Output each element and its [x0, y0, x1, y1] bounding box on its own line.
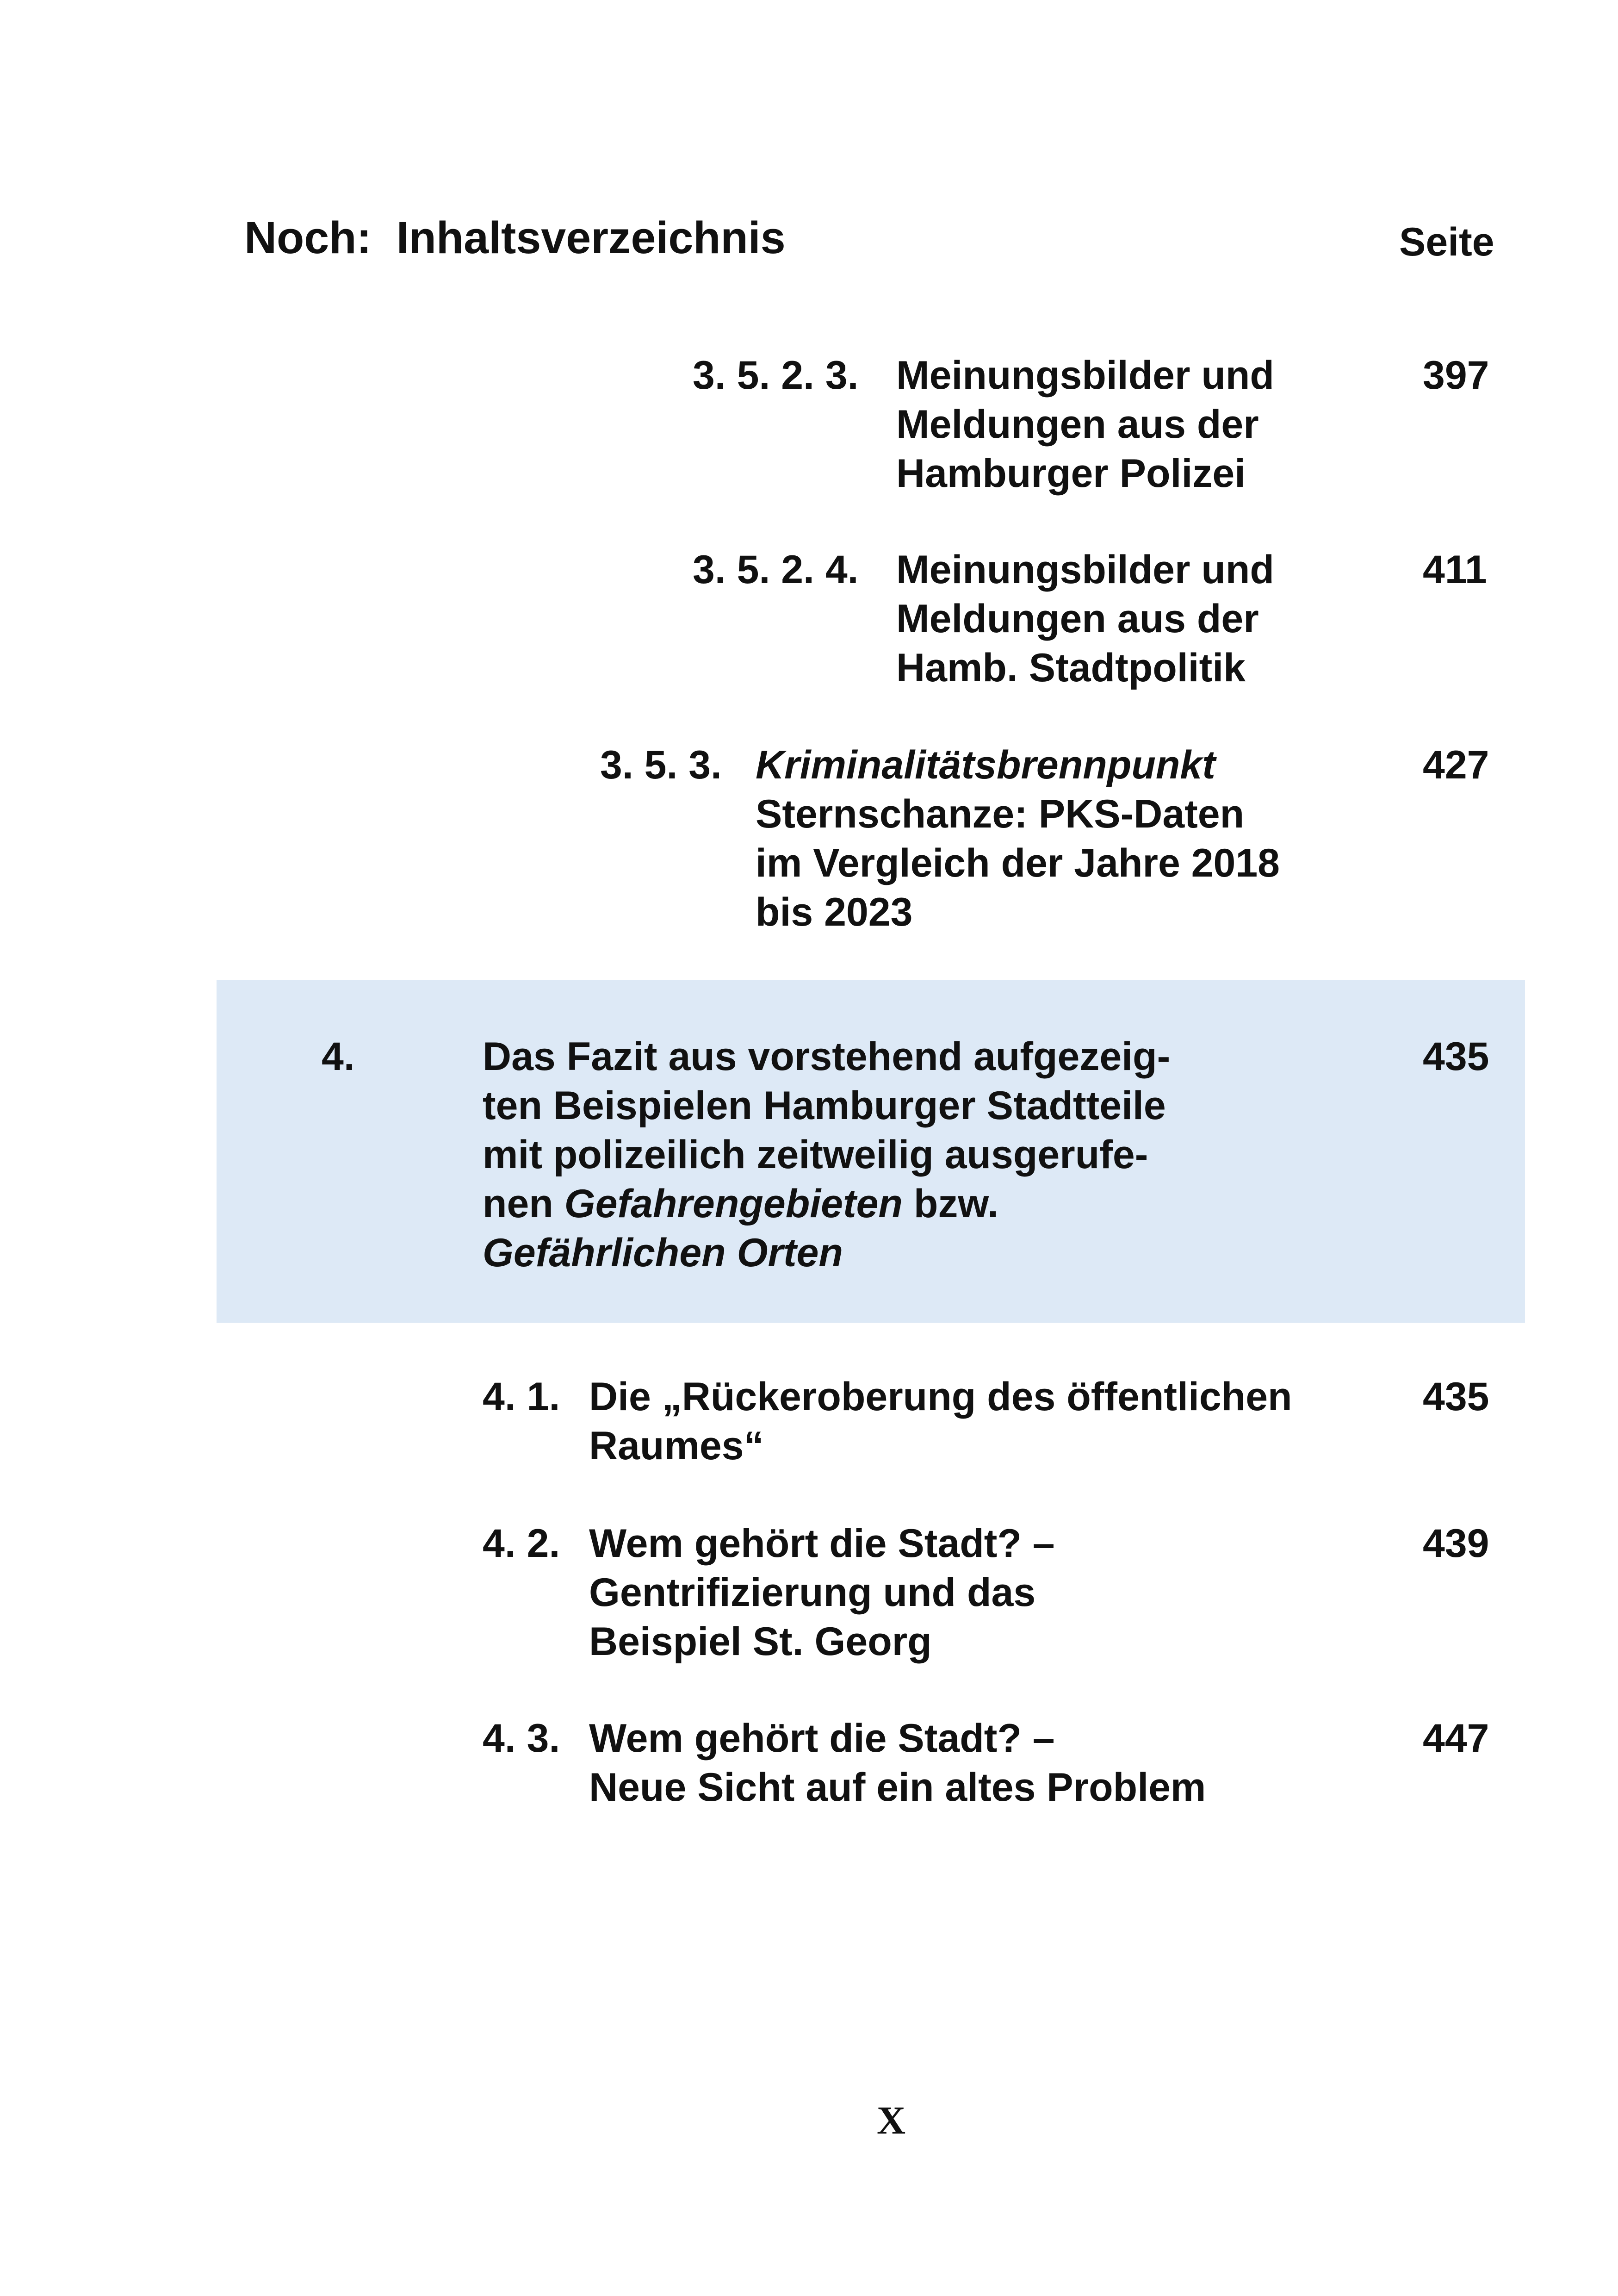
toc-entry-title-line: Wem gehört die Stadt? –	[589, 1716, 1055, 1761]
page-title: Noch: Inhaltsverzeichnis	[244, 212, 786, 263]
toc-entry-title	[589, 1372, 1292, 1470]
toc-entry-title-line: Das Fazit aus vorstehend aufgezeig-	[483, 1034, 1171, 1079]
toc-entry-title-line: Hamburger Polizei	[896, 451, 1246, 496]
toc-entry-number: 4. 3.	[483, 1716, 560, 1761]
toc-entry-title	[589, 1519, 1055, 1666]
toc-entry-title-line: Kriminalitätsbrennpunkt	[756, 743, 1215, 787]
toc-entry-page-number: 411	[1423, 548, 1487, 592]
toc-entry-title-line: bis 2023	[756, 890, 913, 934]
toc-entry-page-number: 435	[1423, 1375, 1489, 1419]
toc-entry-title-fragment: nen	[483, 1182, 564, 1226]
toc-entry-title-line: Sternschanze: PKS-Daten	[756, 792, 1245, 836]
toc-entry-page-number: 447	[1423, 1716, 1489, 1761]
toc-entry-page-number: 397	[1423, 353, 1489, 398]
toc-entry-number: 4. 1.	[483, 1375, 560, 1419]
toc-entry-page-number: 427	[1423, 743, 1489, 787]
toc-entry-title-line: Die „Rückeroberung des öffentlichen	[589, 1375, 1292, 1419]
toc-entry-title-fragment: bzw.	[902, 1182, 998, 1226]
toc-entry-title-line: Wem gehört die Stadt? –	[589, 1521, 1055, 1566]
toc-entry[interactable]	[0, 351, 1618, 504]
toc-entry-page-number: 435	[1423, 1034, 1489, 1079]
toc-entry[interactable]	[0, 1519, 1618, 1672]
toc-entry[interactable]	[0, 740, 1618, 940]
toc-entry-title-line: Neue Sicht auf ein altes Problem	[589, 1765, 1206, 1810]
toc-entry-title	[589, 1714, 1206, 1812]
toc-entry-title-line: Raumes“	[589, 1424, 764, 1468]
toc-entry-title	[756, 740, 1280, 937]
toc-entry-title-fragment-italic: Gefahrengebieten	[564, 1182, 903, 1226]
toc-entry-chapter[interactable]	[0, 1032, 1618, 1282]
toc-entry-title-line: Meldungen aus der	[896, 402, 1259, 447]
toc-entry-number: 3. 5. 3.	[600, 743, 722, 787]
toc-entry-title	[896, 351, 1274, 498]
toc-entry-number: 3. 5. 2. 4.	[693, 548, 859, 592]
toc-entry-title	[483, 1032, 1170, 1277]
toc-entry-title-line: Beispiel St. Georg	[589, 1619, 932, 1664]
toc-entry-title-line: ten Beispielen Hamburger Stadtteile	[483, 1083, 1166, 1128]
toc-entry[interactable]	[0, 1714, 1618, 1816]
toc-entry-title-line: Meinungsbilder und	[896, 548, 1274, 592]
toc-entry-title-line: im Vergleich der Jahre 2018	[756, 841, 1280, 885]
page-number-roman: X	[877, 2098, 906, 2142]
toc-entry-title-line: Meldungen aus der	[896, 597, 1259, 641]
toc-entry-title-line: Gefährlichen Orten	[483, 1231, 843, 1275]
toc-entry-title-line: Gentrifizierung und das	[589, 1570, 1036, 1615]
toc-entry-page-number: 439	[1423, 1521, 1489, 1566]
toc-entry-title-line: Meinungsbilder und	[896, 353, 1274, 398]
toc-entry-number: 4.	[322, 1034, 355, 1079]
toc-entry-number: 3. 5. 2. 3.	[693, 353, 859, 398]
toc-entry-title	[896, 545, 1274, 692]
toc-entry-title-line	[483, 1179, 1170, 1228]
page-column-label: Seite	[1399, 220, 1494, 264]
toc-entry[interactable]	[0, 545, 1618, 698]
toc-entry-number: 4. 2.	[483, 1521, 560, 1566]
toc-entry[interactable]	[0, 1372, 1618, 1474]
toc-entry-title-line: mit polizeilich zeitweilig ausgerufe-	[483, 1132, 1148, 1177]
toc-entry-title-line: Hamb. Stadtpolitik	[896, 646, 1246, 690]
